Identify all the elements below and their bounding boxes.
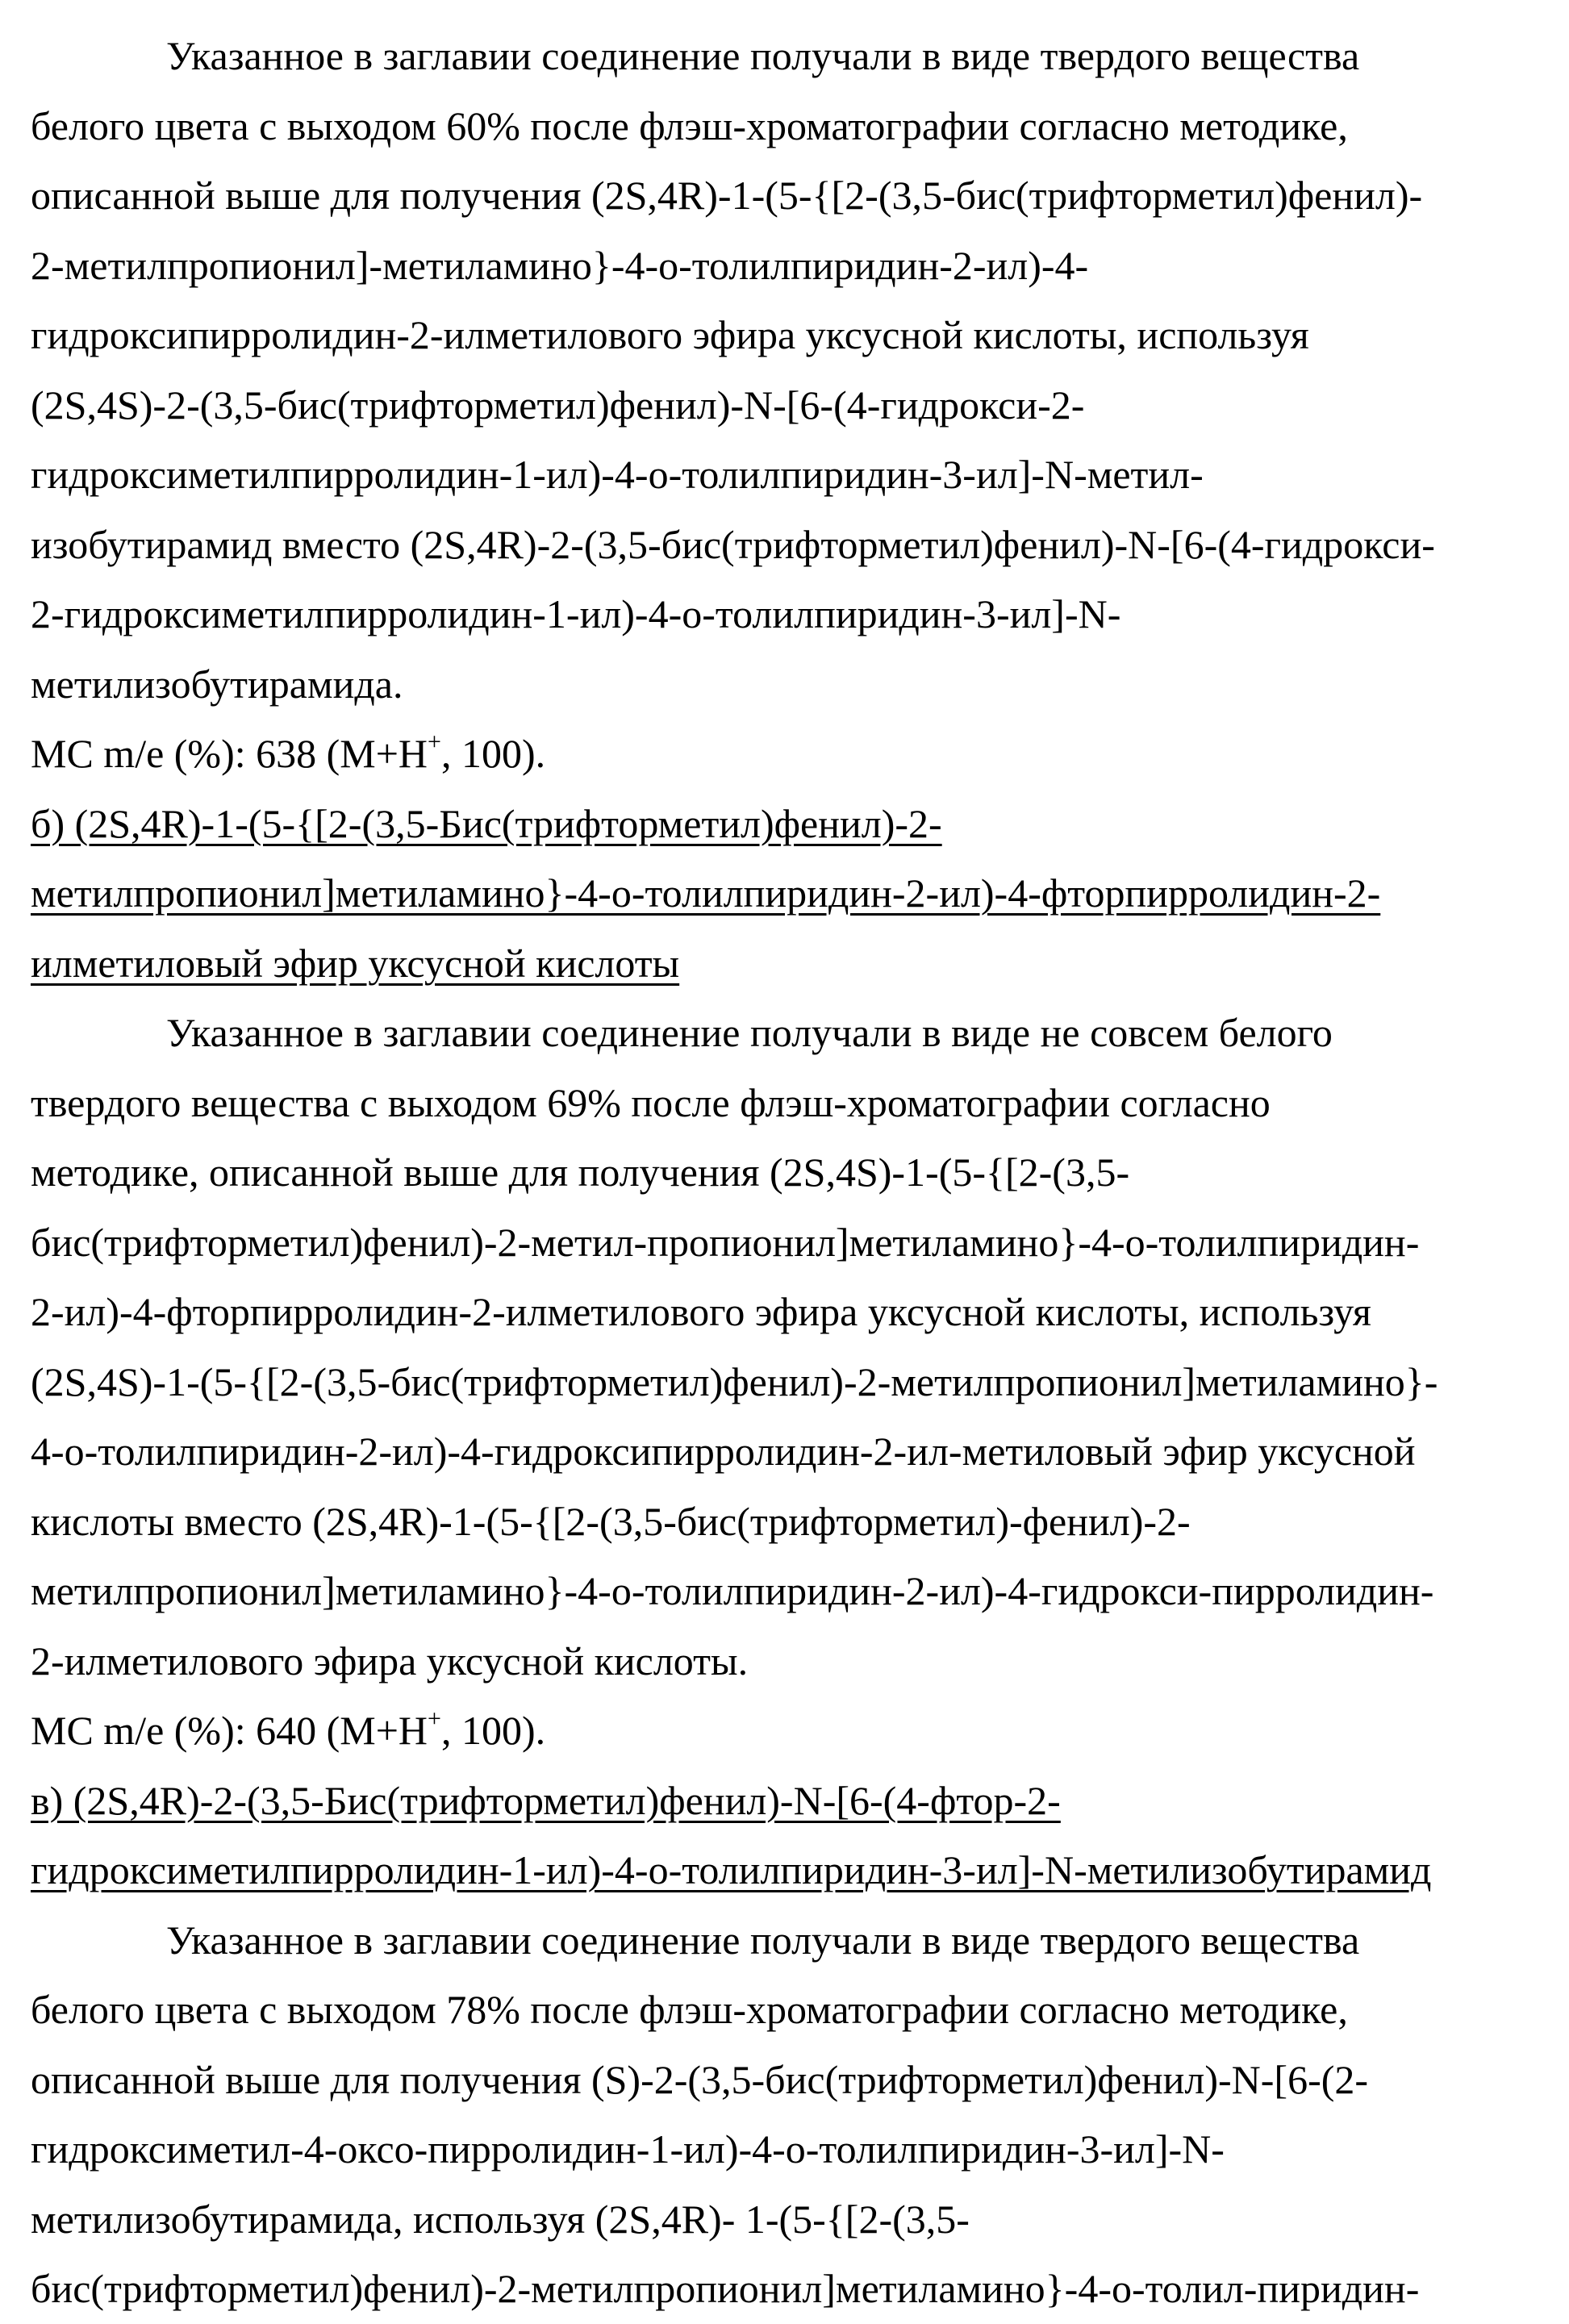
text-line: кислоты вместо (2S,4R)-1-(5-{[2-(3,5-бис(трифторметил)-фенил)-2- xyxy=(31,1487,1547,1557)
text-line: гидроксипирролидин-2-илметилового эфира уксусной кислоты, используя xyxy=(31,300,1547,370)
section-heading-line: б) (2S,4R)-1-(5-{[2-(3,5-Бис(трифторметил)фенил)-2- xyxy=(31,789,1547,859)
text-line: 2-илметилового эфира уксусной кислоты. xyxy=(31,1626,1547,1696)
text-line: Указанное в заглавии соединение получали в виде твердого вещества xyxy=(31,21,1547,91)
section-heading-line: гидроксиметилпирролидин-1-ил)-4-о-толилпиридин-3-ил]-N-метилизобутирамид xyxy=(31,1835,1547,1905)
section-heading-line: илметиловый эфир уксусной кислоты xyxy=(31,928,1547,999)
text-line: описанной выше для получения (2S,4R)-1-(5-{[2-(3,5-бис(трифторметил)фенил)- xyxy=(31,161,1547,231)
superscript-charge: + xyxy=(428,1705,441,1732)
text-line: белого цвета с выходом 78% после флэш-хроматографии согласно методике, xyxy=(31,1975,1547,2045)
text-line: описанной выше для получения (S)-2-(3,5-бис(трифторметил)фенил)-N-[6-(2- xyxy=(31,2045,1547,2115)
text-line: бис(трифторметил)фенил)-2-метилпропионил]метиламино}-4-о-толил-пиридин- xyxy=(31,2254,1547,2324)
text-line: (2S,4S)-2-(3,5-бис(трифторметил)фенил)-N-[6-(4-гидрокси-2- xyxy=(31,370,1547,440)
text-line: методике, описанной выше для получения (2S,4S)-1-(5-{[2-(3,5- xyxy=(31,1137,1547,1208)
text-line: метилизобутирамида, используя (2S,4R)- 1-(5-{[2-(3,5- xyxy=(31,2184,1547,2255)
text-line: изобутирамид вместо (2S,4R)-2-(3,5-бис(трифторметил)фенил)-N-[6-(4-гидрокси- xyxy=(31,510,1547,580)
mass-spec-line xyxy=(31,1696,1547,1766)
superscript-charge: + xyxy=(428,728,441,755)
section-heading-line: в) (2S,4R)-2-(3,5-Бис(трифторметил)фенил)-N-[6-(4-фтор-2- xyxy=(31,1766,1547,1836)
text-line: Указанное в заглавии соединение получали в виде твердого вещества xyxy=(31,1905,1547,1976)
section-heading-line: метилпропионил]метиламино}-4-о-толилпиридин-2-ил)-4-фторпирролидин-2- xyxy=(31,858,1547,928)
ms-label: МС m/e (%): 638 (M+H xyxy=(31,731,428,776)
text-line: (2S,4S)-1-(5-{[2-(3,5-бис(трифторметил)фенил)-2-метилпропионил]метиламино}- xyxy=(31,1347,1547,1417)
text-line: бис(трифторметил)фенил)-2-метил-пропионил]метиламино}-4-о-толилпиридин- xyxy=(31,1208,1547,1278)
ms-value: , 100). xyxy=(441,731,545,776)
mass-spec-line xyxy=(31,719,1547,789)
ms-label: МС m/e (%): 640 (M+H xyxy=(31,1708,428,1753)
text-line: Указанное в заглавии соединение получали в виде не совсем белого xyxy=(31,998,1547,1068)
text-line: 4-о-толилпиридин-2-ил)-4-гидроксипирролидин-2-ил-метиловый эфир уксусной xyxy=(31,1417,1547,1487)
text-line: белого цвета с выходом 60% после флэш-хроматографии согласно методике, xyxy=(31,91,1547,161)
text-line: гидроксиметил-4-оксо-пирролидин-1-ил)-4-о-толилпиридин-3-ил]-N- xyxy=(31,2114,1547,2184)
ms-value: , 100). xyxy=(441,1708,545,1753)
text-line: твердого вещества с выходом 69% после флэш-хроматографии согласно xyxy=(31,1068,1547,1138)
document-page xyxy=(31,21,1547,2324)
text-line: 2-гидроксиметилпирролидин-1-ил)-4-о-толилпиридин-3-ил]-N- xyxy=(31,579,1547,649)
text-line: метилпропионил]метиламино}-4-о-толилпиридин-2-ил)-4-гидрокси-пирролидин- xyxy=(31,1556,1547,1626)
text-line: метилизобутирамида. xyxy=(31,649,1547,720)
text-line: гидроксиметилпирролидин-1-ил)-4-о-толилпиридин-3-ил]-N-метил- xyxy=(31,440,1547,510)
text-line: 2-метилпропионил]-метиламино}-4-о-толилпиридин-2-ил)-4- xyxy=(31,231,1547,301)
text-line: 2-ил)-4-фторпирролидин-2-илметилового эфира уксусной кислоты, используя xyxy=(31,1277,1547,1347)
